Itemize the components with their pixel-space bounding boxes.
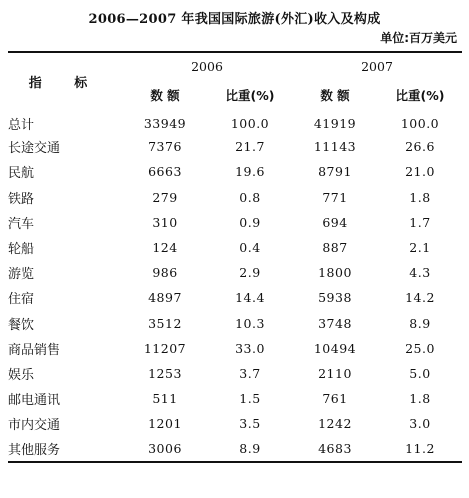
amount-2006-cell: 7376	[148, 139, 182, 155]
share-header-2007: 比重(%)	[395, 87, 445, 103]
share-2006-cell: 8.9	[239, 441, 261, 457]
table-row	[8, 109, 462, 134]
year-header-2007: 2007	[361, 59, 393, 74]
amount-2007-cell: 887	[322, 240, 348, 256]
share-2006-cell: 19.6	[235, 164, 265, 180]
row-name: 商品销售	[8, 342, 61, 358]
share-2006-cell: 10.3	[235, 315, 265, 331]
share-2007-cell: 4.3	[409, 265, 431, 281]
amount-2007-cell: 694	[322, 214, 348, 230]
amount-2007-cell: 2110	[318, 365, 352, 381]
table-row	[8, 386, 462, 411]
share-2007-cell: 11.2	[405, 441, 435, 457]
amount-2006-cell: 1201	[148, 416, 182, 432]
amount-2006-cell: 4897	[148, 290, 182, 306]
row-name: 餐饮	[8, 317, 35, 333]
amount-2007-cell: 5938	[318, 290, 352, 306]
share-2006-cell: 0.4	[239, 240, 261, 256]
amount-2006-cell: 310	[152, 214, 178, 230]
share-2006-cell: 3.7	[239, 365, 261, 381]
amount-2006-cell: 511	[152, 391, 178, 407]
year-header-2006: 2006	[191, 59, 223, 74]
amount-2006-cell: 279	[152, 189, 178, 205]
amount-header-2007: 数 额	[320, 87, 350, 103]
tourism-income-table	[8, 51, 462, 463]
amount-2007-cell: 8791	[318, 164, 352, 180]
share-2006-cell: 33.0	[235, 340, 265, 356]
row-name: 住宿	[8, 292, 35, 308]
indicator-header: 指 标	[28, 75, 102, 91]
row-name: 其他服务	[8, 443, 61, 459]
row-name: 民航	[8, 166, 35, 182]
share-2006-cell: 21.7	[235, 139, 265, 155]
table-row	[8, 336, 462, 361]
share-2007-cell: 100.0	[400, 116, 440, 132]
row-name: 邮电通讯	[8, 393, 61, 409]
amount-2007-cell: 11143	[313, 139, 357, 155]
share-header-2006: 比重(%)	[225, 87, 275, 103]
share-2006-cell: 0.9	[239, 214, 261, 230]
table-row	[8, 311, 462, 336]
amount-2006-cell: 986	[152, 265, 178, 281]
share-2007-cell: 21.0	[405, 164, 435, 180]
share-2007-cell: 1.7	[409, 214, 431, 230]
row-name: 铁路	[8, 191, 35, 207]
row-name: 游览	[8, 267, 35, 283]
amount-2007-cell: 771	[322, 189, 348, 205]
row-name: 轮船	[8, 242, 35, 258]
amount-header-2006: 数 额	[150, 87, 180, 103]
amount-2006-cell: 3512	[148, 315, 182, 331]
amount-2007-cell: 10494	[313, 340, 357, 356]
amount-2006-cell: 33949	[143, 116, 187, 132]
table-row	[8, 210, 462, 235]
row-name: 娱乐	[8, 367, 35, 383]
unit-label: 单位:百万美元	[380, 31, 457, 45]
share-2007-cell: 14.2	[405, 290, 435, 306]
table-row	[8, 260, 462, 285]
share-2007-cell: 26.6	[405, 139, 435, 155]
share-2007-cell: 2.1	[409, 240, 431, 256]
table-row	[8, 285, 462, 310]
amount-2006-cell: 11207	[143, 340, 187, 356]
share-2006-cell: 0.8	[239, 189, 261, 205]
table-row	[8, 134, 462, 159]
share-2006-cell: 100.0	[230, 116, 270, 132]
table-row	[8, 235, 462, 260]
row-name: 长途交通	[8, 141, 61, 157]
amount-2007-cell: 761	[322, 391, 348, 407]
amount-2007-cell: 41919	[313, 116, 357, 132]
amount-2007-cell: 1242	[318, 416, 352, 432]
share-2007-cell: 25.0	[405, 340, 435, 356]
amount-2006-cell: 1253	[148, 365, 182, 381]
share-2006-cell: 14.4	[235, 290, 265, 306]
share-2007-cell: 3.0	[409, 416, 431, 432]
row-name: 汽车	[8, 216, 35, 232]
amount-2007-cell: 3748	[318, 315, 352, 331]
table-row	[8, 436, 462, 461]
amount-2007-cell: 1800	[318, 265, 352, 281]
amount-2006-cell: 6663	[148, 164, 182, 180]
share-2006-cell: 3.5	[239, 416, 261, 432]
row-name: 市内交通	[8, 418, 61, 434]
row-name: 总计	[8, 118, 35, 134]
amount-2006-cell: 3006	[148, 441, 182, 457]
table-body	[8, 109, 462, 462]
share-2006-cell: 1.5	[239, 391, 261, 407]
table-row	[8, 411, 462, 436]
amount-2006-cell: 124	[152, 240, 178, 256]
table-row	[8, 159, 462, 184]
share-2007-cell: 1.8	[409, 189, 431, 205]
table-row	[8, 185, 462, 210]
table-title: 2006—2007 年我国国际旅游(外汇)收入及构成	[88, 12, 381, 27]
amount-2007-cell: 4683	[318, 441, 352, 457]
share-2007-cell: 1.8	[409, 391, 431, 407]
share-2007-cell: 8.9	[409, 315, 431, 331]
share-2007-cell: 5.0	[409, 365, 431, 381]
table-row	[8, 361, 462, 386]
share-2006-cell: 2.9	[239, 265, 261, 281]
